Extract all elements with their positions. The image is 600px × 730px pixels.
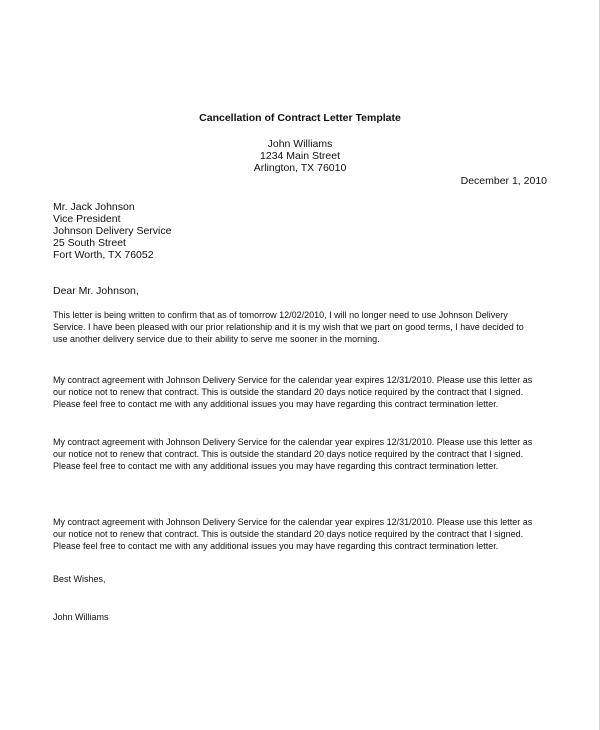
paragraph-line: our notice not to renew that contract. This is outside the standard 20 days notice required by the contract that I signed. — [53, 449, 524, 459]
body-paragraph-3 — [53, 436, 553, 472]
recipient-name: Mr. Jack Johnson — [53, 201, 135, 213]
paragraph-line: My contract agreement with Johnson Delivery Service for the calendar year expires 12/31/2010. Please use this letter as — [53, 437, 533, 447]
body-paragraph-4 — [53, 516, 553, 552]
recipient-address-block — [53, 201, 171, 261]
sender-name: John Williams — [267, 138, 333, 150]
paragraph-line: Service. I have been pleased with our prior relationship and it is my wish that we part on good terms, I have decided to — [53, 322, 524, 332]
recipient-city: Fort Worth, TX 76052 — [53, 249, 154, 261]
signature-name: John Williams — [53, 612, 109, 622]
recipient-street: 25 South Street — [53, 237, 126, 249]
letter-date: December 1, 2010 — [460, 175, 547, 187]
paragraph-line: My contract agreement with Johnson Delivery Service for the calendar year expires 12/31/2010. Please use this letter as — [53, 517, 533, 527]
paragraph-line: our notice not to renew that contract. This is outside the standard 20 days notice required by the contract that I signed. — [53, 529, 524, 539]
salutation: Dear Mr. Johnson, — [53, 285, 139, 297]
sender-street: 1234 Main Street — [260, 150, 340, 162]
body-paragraph-1 — [53, 309, 553, 345]
sender-city: Arlington, TX 76010 — [253, 162, 347, 174]
paragraph-line: Please feel free to contact me with any additional issues you may have regarding this contract termination letter. — [53, 541, 499, 551]
paragraph-line: My contract agreement with Johnson Delivery Service for the calendar year expires 12/31/2010. Please use this letter as — [53, 375, 533, 385]
paragraph-line: our notice not to renew that contract. This is outside the standard 20 days notice required by the contract that I signed. — [53, 387, 524, 397]
paragraph-line: Please feel free to contact me with any additional issues you may have regarding this contract termination letter. — [53, 399, 499, 409]
recipient-position: Vice President — [53, 213, 121, 225]
paragraph-line: Please feel free to contact me with any additional issues you may have regarding this contract termination letter. — [53, 461, 499, 471]
closing: Best Wishes, — [53, 574, 106, 584]
body-paragraph-2 — [53, 374, 553, 410]
paragraph-line: This letter is being written to confirm that as of tomorrow 12/02/2010, I will no longer need to use Johnson Delivery — [53, 310, 508, 320]
recipient-company: Johnson Delivery Service — [53, 225, 172, 237]
paragraph-line: use another delivery service due to their ability to serve me sooner in the morning. — [53, 334, 380, 344]
document-title: Cancellation of Contract Letter Template — [199, 112, 401, 124]
sender-address-block — [200, 138, 400, 174]
